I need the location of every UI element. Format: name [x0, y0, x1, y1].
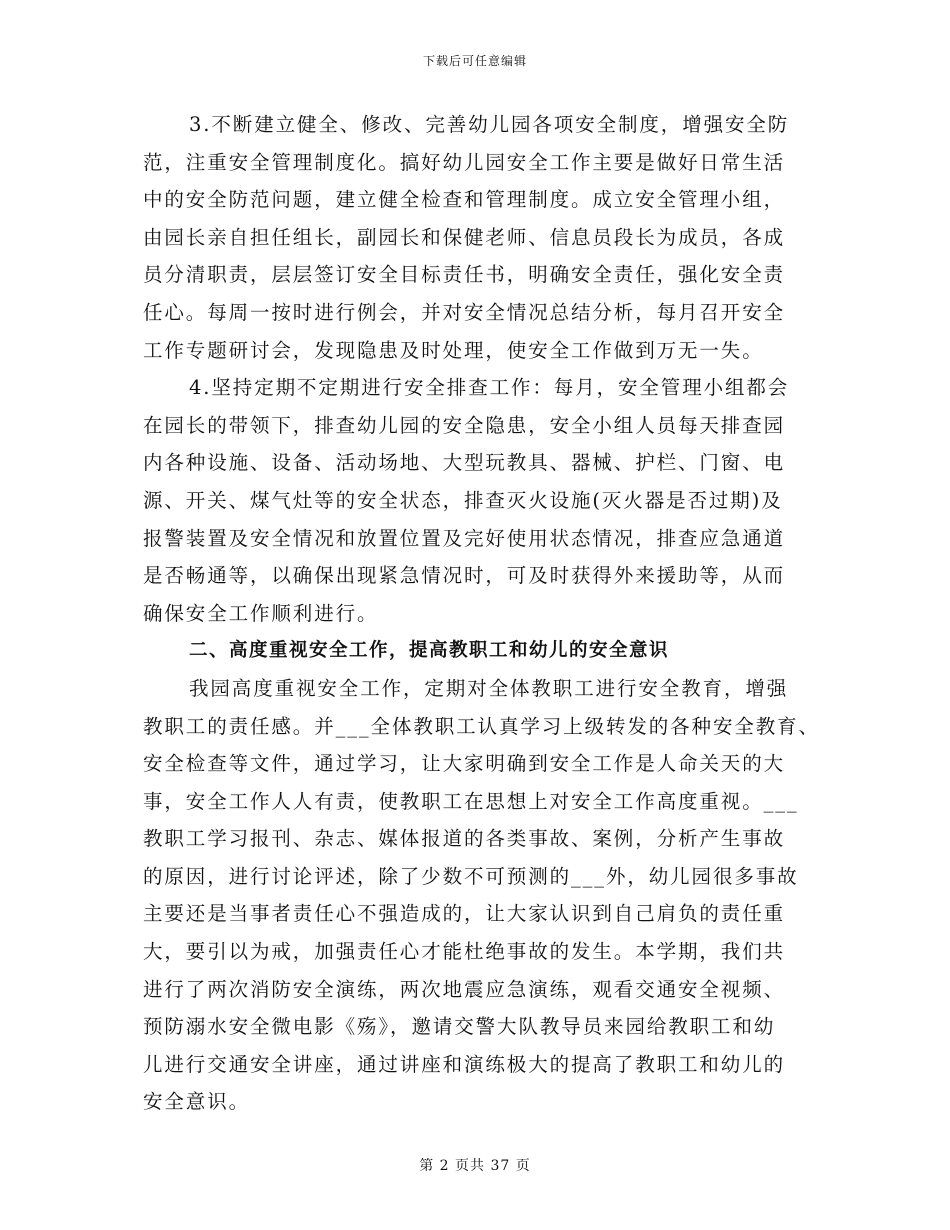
- paragraph-line: 任心。每周一按时进行例会，并对安全情况总结分析，每月召开安全: [143, 300, 786, 324]
- paragraph-line: 安全检查等文件，通过学习，让大家明确到安全工作是人命关天的大: [143, 752, 786, 776]
- paragraph-line: 工作专题研讨会，发现隐患及时处理，使安全工作做到万无一失。: [143, 338, 764, 362]
- paragraph-line: 进行了两次消防安全演练，两次地震应急演练，观看交通安全视频、: [143, 977, 786, 1001]
- paragraph-line: 儿进行交通安全讲座，通过讲座和演练极大的提高了教职工和幼儿的: [143, 1052, 786, 1076]
- paragraph-line: 报警装置及安全情况和放置位置及完好使用状态情况，排查应急通道: [143, 526, 786, 550]
- page-footer: 第 2 页共 37 页: [419, 1158, 531, 1174]
- section-heading: 二、高度重视安全工作，提高教职工和幼儿的安全意识: [189, 640, 670, 662]
- paragraph-line: 事，安全工作人人有责，使教职工在思想上对安全工作高度重视。___: [143, 789, 799, 813]
- paragraph-line: 预防溺水安全微电影《殇》，邀请交警大队教导员来园给教职工和幼: [143, 1015, 776, 1039]
- paragraph-line: 员分清职责，层层签订安全目标责任书，明确安全责任，强化安全责: [143, 263, 786, 287]
- paragraph-line: 在园长的带领下，排查幼儿园的安全隐患，安全小组人员每天排查园: [143, 413, 786, 437]
- paragraph-line: 安全意识。: [143, 1090, 251, 1114]
- paragraph-line: 教职工的责任感。并___全体教职工认真学习上级转发的各种安全教育、: [143, 714, 820, 738]
- page-header: 下载后可任意编辑: [422, 54, 527, 68]
- paragraph-line: 4.坚持定期不定期进行安全排查工作：每月，安全管理小组都会: [189, 376, 790, 400]
- paragraph-line: 范，注重安全管理制度化。搞好幼儿园安全工作主要是做好日常生活: [143, 150, 786, 174]
- paragraph-line: 主要还是当事者责任心不强造成的，让大家认识到自己肩负的责任重: [143, 902, 786, 926]
- paragraph-line: 源、开关、煤气灶等的安全状态，排查灭火设施(灭火器是否过期)及: [143, 488, 783, 512]
- paragraph-line: 内各种设施、设备、活动场地、大型玩教具、器械、护栏、门窗、电: [143, 451, 786, 475]
- paragraph-line: 的原因，进行讨论评述，除了少数不可预测的___外，幼儿园很多事故: [143, 864, 799, 888]
- paragraph-line: 确保安全工作顺利进行。: [143, 601, 379, 625]
- paragraph-line: 教职工学习报刊、杂志、媒体报道的各类事故、案例，分析产生事故: [143, 827, 786, 851]
- document-body: [143, 106, 820, 1121]
- paragraph-line: 我园高度重视安全工作，定期对全体教职工进行安全教育，增强: [189, 676, 789, 700]
- paragraph-line: 大，要引以为戒，加强责任心才能杜绝事故的发生。本学期，我们共: [143, 940, 786, 964]
- paragraph-line: 由园长亲自担任组长，副园长和保健老师、信息员段长为成员，各成: [143, 225, 786, 249]
- paragraph-line: 是否畅通等，以确保出现紧急情况时，可及时获得外来援助等，从而: [143, 564, 786, 588]
- paragraph-line: 中的安全防范问题，建立健全检查和管理制度。成立安全管理小组，: [143, 188, 786, 212]
- paragraph-line: 3.不断建立健全、修改、完善幼儿园各项安全制度，增强安全防: [189, 113, 790, 136]
